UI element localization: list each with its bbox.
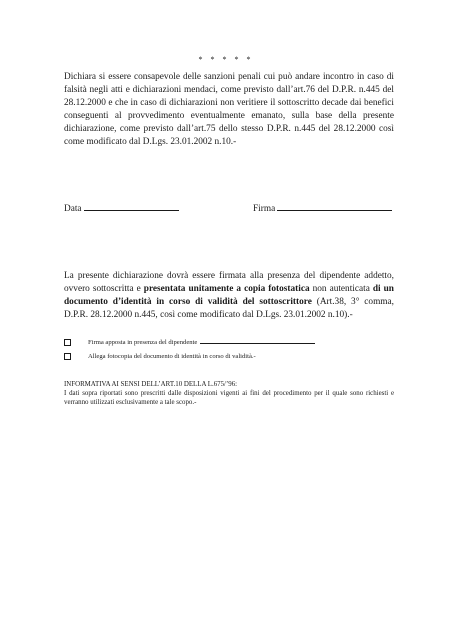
option-label-document: Allega fotocopia del documento di identità in corso di validità.- bbox=[88, 353, 256, 360]
notice-bold-2: di un documento d’identità in corso di validità del sottoscrittore bbox=[64, 284, 394, 307]
date-blank-line[interactable] bbox=[84, 202, 179, 211]
option-row-presence bbox=[64, 335, 315, 347]
checkbox-presence[interactable] bbox=[64, 339, 71, 346]
signature-blank-line[interactable] bbox=[277, 202, 392, 211]
presence-blank-line[interactable] bbox=[200, 335, 315, 344]
signature-label: Firma bbox=[253, 204, 276, 214]
notice-bold-1: presentata unitamente a copia fotostatica bbox=[143, 284, 310, 294]
date-label: Data bbox=[64, 204, 82, 214]
notice-text-3: (Art.38, 3° comma, D.P.R. 28.12.2000 n.445, così come modificato dal D.Lgs. 23.01.2002 n.10).- bbox=[64, 297, 394, 320]
notice-text-2: non autenticata bbox=[309, 284, 373, 294]
separator-stars: * * * * * bbox=[198, 55, 254, 64]
informativa-section bbox=[64, 380, 394, 407]
checkbox-document[interactable] bbox=[64, 353, 71, 360]
informativa-title: INFORMATIVA AI SENSI DELL’ART.10 DELLA L.675/’96: bbox=[64, 381, 238, 388]
informativa-body: I dati sopra riportati sono prescritti dalle disposizioni vigenti ai fini del procedimento per il quale sono richiesti e verranno utilizzati esclusivamente a tale scopo.- bbox=[64, 390, 394, 406]
notice-paragraph bbox=[64, 270, 394, 322]
notice-text-1: La presente dichiarazione dovrà essere firmata alla presenza del dipendente addetto, ovvero sottoscritta e bbox=[64, 271, 394, 294]
signature-field bbox=[253, 202, 392, 214]
option-row-document bbox=[64, 352, 256, 361]
declaration-paragraph: Dichiara si essere consapevole delle sanzioni penali cui può andare incontro in caso di falsità negli atti e dichiarazioni mendaci, come previsto dall’art.76 del D.P.R. n.445 del 28.12.2000 e che in caso di dichiarazioni non veritiere il sottoscritto decade dai benefici conseguenti al provvedimento eventualmente emanato, sulla base della presente dichiarazione, come previsto dall’art.75 dello stesso D.P.R. n.445 del 28.12.2000 così come modificato dal D.Lgs. 23.01.2002 n.10.- bbox=[64, 72, 394, 147]
date-field bbox=[64, 202, 179, 214]
option-label-presence: Firma apposta in presenza del dipendente bbox=[88, 338, 198, 346]
